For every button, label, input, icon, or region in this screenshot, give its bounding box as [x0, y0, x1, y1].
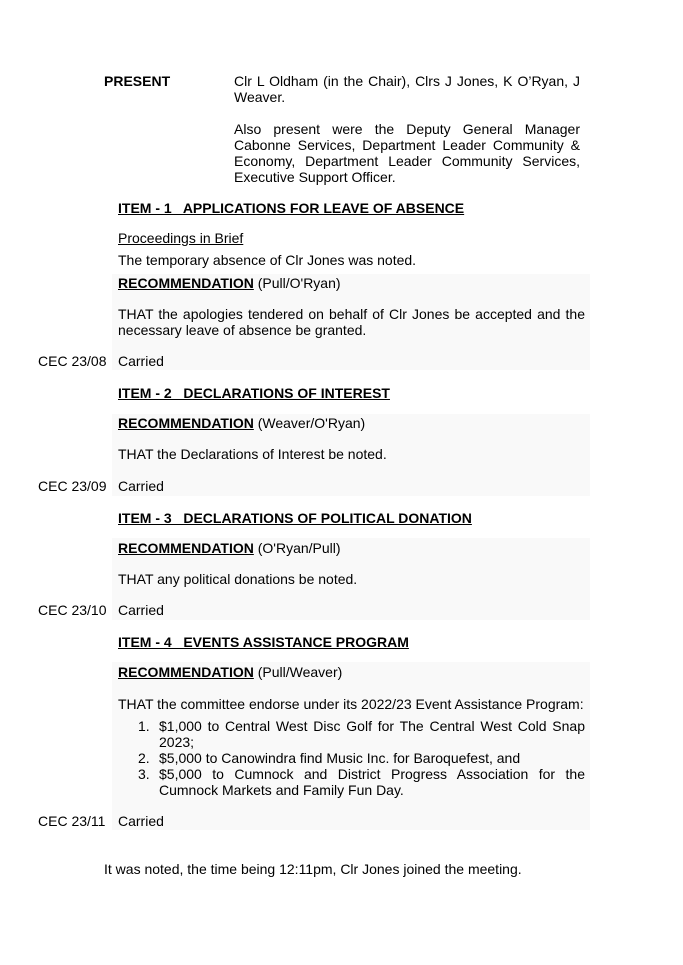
list-item — [118, 750, 585, 766]
closing-note: It was noted, the time being 12:11pm, Clr Jones joined the meeting. — [104, 861, 522, 877]
proceedings-text: The temporary absence of Clr Jones was noted. — [118, 252, 417, 268]
item-4-recommendation — [118, 664, 342, 680]
item-4-resolution: THAT the committee endorse under its 2022/23 Event Assistance Program: — [118, 696, 584, 712]
movers: (Pull/Weaver) — [253, 664, 343, 680]
movers: (O'Ryan/Pull) — [253, 540, 341, 556]
item-1-outcome: Carried — [118, 353, 164, 369]
recommendation-label: RECOMMENDATION — [118, 415, 254, 431]
item-2-ref: CEC 23/09 — [38, 478, 107, 494]
list-text: $1,000 to Central West Disc Golf for The Central West Cold Snap 2023; — [159, 718, 585, 750]
list-number: 3. — [138, 766, 150, 782]
movers: (Pull/O'Ryan) — [253, 275, 341, 291]
recommendation-label: RECOMMENDATION — [118, 664, 254, 680]
movers: (Weaver/O'Ryan) — [253, 415, 366, 431]
item-1-heading: ITEM - 1 APPLICATIONS FOR LEAVE OF ABSENCE — [118, 200, 465, 216]
item-2-recommendation — [118, 415, 365, 431]
list-number: 1. — [138, 718, 150, 734]
item-1-ref: CEC 23/08 — [38, 353, 107, 369]
also-present-text: Also present were the Deputy General Manager Cabonne Services, Department Leader Community & Economy, Department Leader Community Services, Executive Support Officer. — [234, 121, 580, 185]
item-3-ref: CEC 23/10 — [38, 602, 107, 618]
proceedings-in-brief-label: Proceedings in Brief — [118, 230, 244, 246]
list-number: 2. — [138, 750, 150, 766]
item-4-outcome: Carried — [118, 813, 164, 829]
list-item — [118, 718, 585, 750]
item-3-resolution: THAT any political donations be noted. — [118, 571, 358, 587]
item-1-recommendation — [118, 275, 341, 291]
list-text: $5,000 to Cumnock and District Progress Association for the Cumnock Markets and Family Fun Day. — [159, 766, 585, 798]
item-2-outcome: Carried — [118, 478, 164, 494]
list-item — [118, 766, 585, 798]
item-1-resolution: THAT the apologies tendered on behalf of Clr Jones be accepted and the necessary leave of absence be granted. — [118, 306, 585, 338]
present-attendees: Clr L Oldham (in the Chair), Clrs J Jones, K O’Ryan, J Weaver. — [234, 73, 580, 105]
item-4-ref: CEC 23/11 — [38, 813, 106, 829]
list-text: $5,000 to Canowindra find Music Inc. for Baroquefest, and — [159, 750, 521, 766]
item-2-resolution: THAT the Declarations of Interest be noted. — [118, 446, 387, 462]
item-4-heading: ITEM - 4 EVENTS ASSISTANCE PROGRAM — [118, 634, 409, 650]
recommendation-label: RECOMMENDATION — [118, 275, 254, 291]
item-3-recommendation — [118, 540, 341, 556]
item-2-heading: ITEM - 2 DECLARATIONS OF INTEREST — [118, 385, 390, 401]
program-list — [118, 718, 585, 798]
recommendation-label: RECOMMENDATION — [118, 540, 254, 556]
item-3-outcome: Carried — [118, 602, 164, 618]
item-3-heading: ITEM - 3 DECLARATIONS OF POLITICAL DONATION — [118, 510, 472, 526]
present-label: PRESENT — [104, 73, 171, 89]
